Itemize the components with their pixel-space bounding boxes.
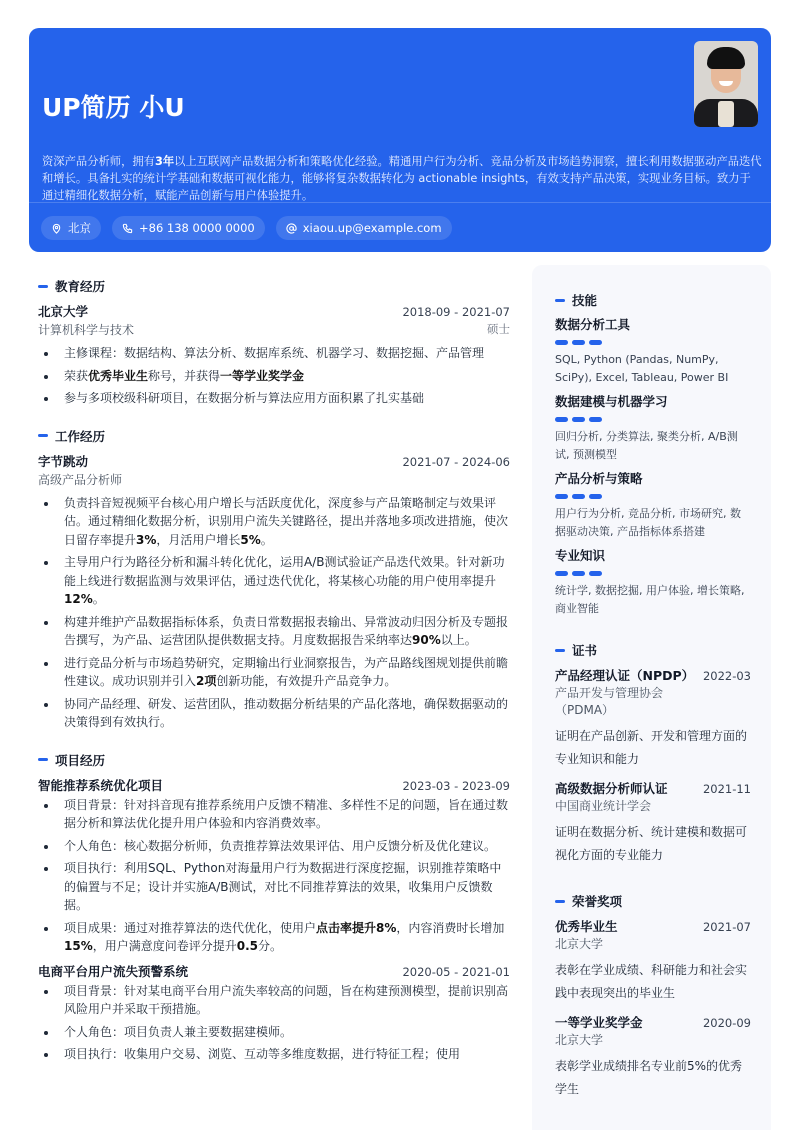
sidebar-column xyxy=(532,265,771,1130)
work-date: 2021-07 - 2024-06 xyxy=(402,454,510,469)
skill-item: 数据分析工具 SQL, Python (Pandas, NumPy, SciPy), Excel, Tableau, Power BI xyxy=(555,315,751,386)
education-date: 2018-09 - 2021-07 xyxy=(402,305,510,319)
bullet-item: 项目执行：利用SQL、Python对海量用户行为数据进行深度挖掘，识别推荐策略中的偏置与不足；设计并实施A/B测试，对比不同推荐算法的效果，收集用户反馈数据。 xyxy=(38,859,510,915)
skill-item: 专业知识 统计学, 数据挖掘, 用户体验, 增长策略, 商业智能 xyxy=(555,546,751,617)
profile-summary: 资深产品分析师，拥有3年以上互联网产品数据分析和策略优化经验。精通用户行为分析、竞品分析及市场趋势洞察，擅长利用数据驱动产品迭代和增长。具备扎实的统计学基础和数据可视化能力，能够将复杂数据转化为 actionable insights，有效支持产品决策，实现业务目标。致力于通过精细化数据分析，赋能产品创新与用户体验提升。 xyxy=(42,155,762,202)
skill-item: 产品分析与策略 用户行为分析, 竞品分析, 市场研究, 数据驱动决策, 产品指标体系搭建 xyxy=(555,469,751,540)
contact-email[interactable]: xiaou.up@example.com xyxy=(276,216,452,240)
contact-location: 北京 xyxy=(41,216,101,240)
section-accent-bar xyxy=(555,649,565,652)
certificate-item: 产品经理认证（NPDP） 2022-03 产品开发与管理协会（PDMA） 证明在产品创新、开发和管理方面的专业知识和能力 xyxy=(555,668,751,766)
map-pin-icon xyxy=(51,223,62,234)
main-column xyxy=(38,277,510,1068)
section-title: 技能 xyxy=(555,291,751,309)
bullet-item: 个人角色：核心数据分析师，负责推荐算法效果评估、用户反馈分析及优化建议。 xyxy=(38,837,510,856)
section-title: 荣誉奖项 xyxy=(555,892,751,910)
bullet-item: 负责抖音短视频平台核心用户增长与活跃度优化，深度参与产品策略制定与效果评估。通过精细化数据分析，识别用户流失关键路径，提出并落地多项改进措施，使次日留存率提升3%，月活用户增长5%。 xyxy=(38,494,510,550)
degree: 硕士 xyxy=(487,322,510,336)
bullet-item: 主修课程：数据结构、算法分析、数据库系统、机器学习、数据挖掘、产品管理 xyxy=(38,344,510,363)
contact-phone[interactable]: +86 138 0000 0000 xyxy=(112,216,265,240)
skill-level-dots xyxy=(555,340,751,345)
company-name: 字节跳动 xyxy=(38,453,89,469)
section-title: 工作经历 xyxy=(38,427,510,445)
bullet-item: 进行竞品分析与市场趋势研究，定期输出行业洞察报告，为产品路线图规划提供前瞻性建议。成功识别并引入2项创新功能，有效提升产品竞争力。 xyxy=(38,654,510,691)
education-section xyxy=(38,277,510,408)
award-item: 一等学业奖学金 2020-09 北京大学 表彰学业成绩排名专业前5%的优秀学生 xyxy=(555,1015,751,1096)
bullet-item: 参与多项校级科研项目，在数据分析与算法应用方面积累了扎实基础 xyxy=(38,389,510,408)
job-title: 高级产品分析师 xyxy=(38,472,123,487)
bullet-item: 构建并维护产品数据指标体系，负责日常数据报表输出、异常波动归因分析及专题报告撰写，为产品、运营团队提供数据支持。月度数据报告采纳率达90%以上。 xyxy=(38,613,510,650)
section-title: 项目经历 xyxy=(38,751,510,769)
project-name: 智能推荐系统优化项目 xyxy=(38,777,164,793)
section-title: 教育经历 xyxy=(38,277,510,295)
project-name: 电商平台用户流失预警系统 xyxy=(38,963,189,979)
skill-item: 数据建模与机器学习 回归分析, 分类算法, 聚类分析, A/B测试, 预测模型 xyxy=(555,392,751,463)
award-item: 优秀毕业生 2021-07 北京大学 表彰在学业成绩、科研能力和社会实践中表现突出的毕业生 xyxy=(555,919,751,1000)
project-bullets xyxy=(38,796,510,956)
project-bullets xyxy=(38,982,510,1064)
bullet-item: 主导用户行为路径分析和漏斗转化优化，运用A/B测试验证产品迭代效果。针对新功能上线进行数据监测与效果评估，通过迭代优化，将某核心功能的用户使用率提升12%。 xyxy=(38,553,510,609)
skill-level-dots xyxy=(555,417,751,422)
certificates-section xyxy=(555,641,751,867)
project-date: 2020-05 - 2021-01 xyxy=(402,964,510,979)
bullet-item: 荣获优秀毕业生称号，并获得一等学业奖学金 xyxy=(38,367,510,386)
profile-photo xyxy=(694,41,758,127)
header-divider xyxy=(29,202,771,203)
section-accent-bar xyxy=(38,434,48,437)
skill-level-dots xyxy=(555,571,751,576)
certificate-item: 高级数据分析师认证 2021-11 中国商业统计学会 证明在数据分析、统计建模和数据可视化方面的专业能力 xyxy=(555,781,751,862)
contact-info xyxy=(41,216,452,240)
project-item xyxy=(38,962,510,1064)
work-section xyxy=(38,427,510,732)
bullet-item: 协同产品经理、研发、运营团队，推动数据分析结果的产品化落地，确保数据驱动的决策得到有效执行。 xyxy=(38,695,510,732)
section-accent-bar xyxy=(555,900,565,903)
phone-icon xyxy=(122,223,133,234)
work-bullets xyxy=(38,494,510,732)
major: 计算机科学与技术 xyxy=(38,323,135,337)
bullet-item: 项目执行：收集用户交易、浏览、互动等多维度数据，进行特征工程；使用 xyxy=(38,1045,510,1064)
skill-level-dots xyxy=(555,494,751,499)
bullet-item: 项目背景：针对某电商平台用户流失率较高的问题，旨在构建预测模型，提前识别高风险用户并采取干预措施。 xyxy=(38,982,510,1019)
section-accent-bar xyxy=(555,299,565,302)
projects-section xyxy=(38,751,510,1064)
education-bullets xyxy=(38,344,510,408)
awards-section xyxy=(555,892,751,1101)
school-name: 北京大学 xyxy=(38,304,89,319)
candidate-name: UP简历 小U xyxy=(42,93,185,122)
skills-section xyxy=(555,291,751,617)
resume-header xyxy=(29,28,771,252)
section-accent-bar xyxy=(38,758,48,761)
section-accent-bar xyxy=(38,285,48,288)
project-date: 2023-03 - 2023-09 xyxy=(402,778,510,793)
section-title: 证书 xyxy=(555,641,751,659)
bullet-item: 个人角色：项目负责人兼主要数据建模师。 xyxy=(38,1023,510,1042)
bullet-item: 项目成果：通过对推荐算法的迭代优化，使用户点击率提升8%，内容消费时长增加15%，用户满意度问卷评分提升0.5分。 xyxy=(38,919,510,956)
project-item xyxy=(38,776,510,956)
at-sign-icon xyxy=(286,223,297,234)
bullet-item: 项目背景：针对抖音现有推荐系统用户反馈不精准、多样性不足的问题，旨在通过数据分析和算法优化提升用户体验和内容消费效率。 xyxy=(38,796,510,833)
